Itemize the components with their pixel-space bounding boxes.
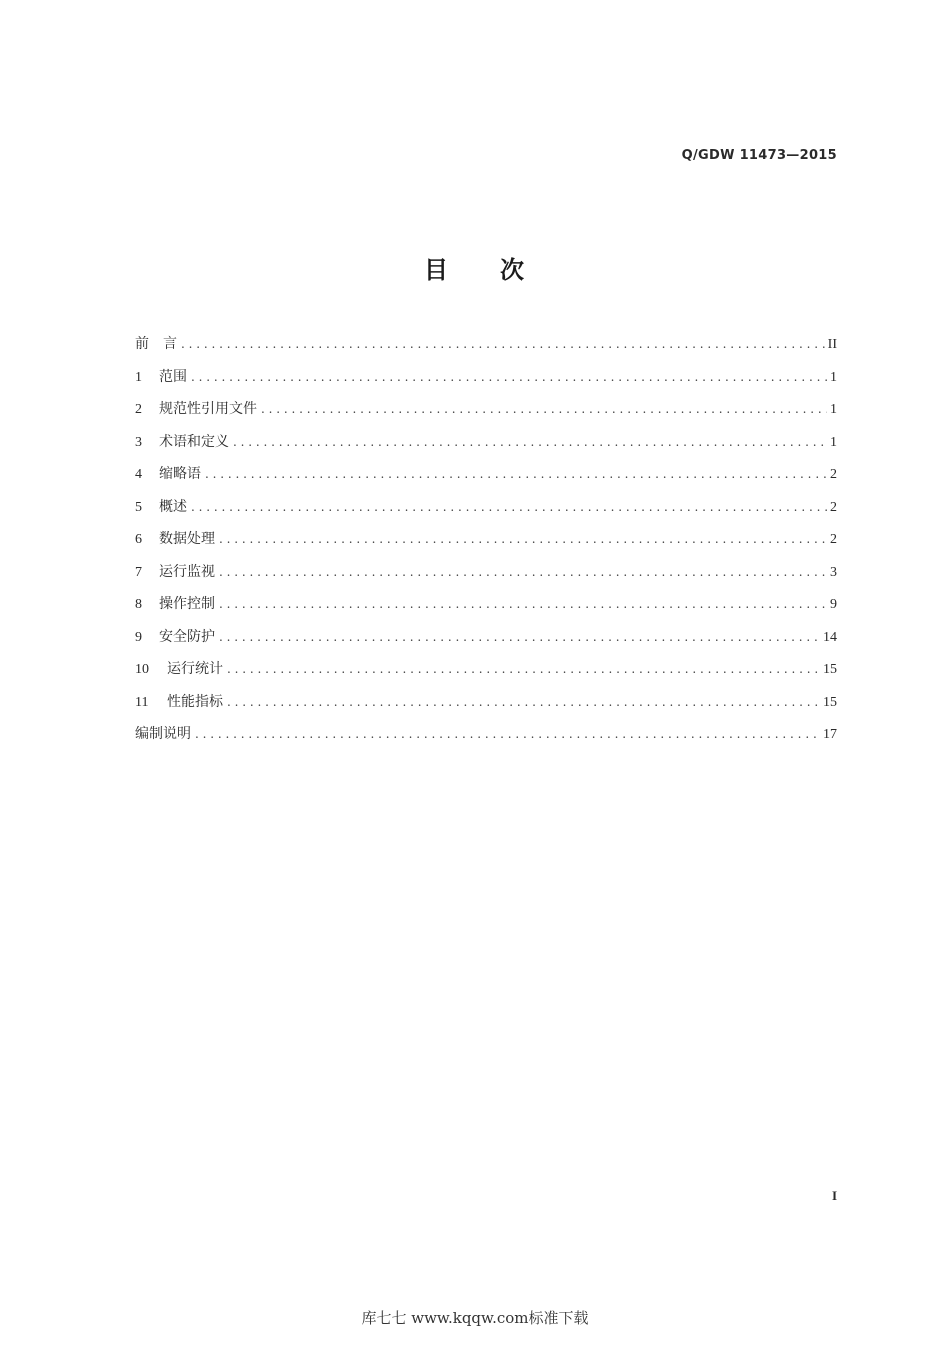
toc-entry-7[interactable] — [135, 558, 837, 591]
toc-leader-dots — [233, 428, 827, 456]
table-of-contents — [135, 330, 837, 753]
toc-page-number: 15 — [823, 662, 837, 677]
toc-entry-number: 8 — [135, 597, 142, 612]
toc-entry-5[interactable] — [135, 493, 837, 526]
toc-entry-foreword[interactable] — [135, 330, 837, 363]
toc-entry-number: 3 — [135, 434, 142, 450]
toc-entry-title: 术语和定义 — [159, 433, 229, 450]
toc-entry-title: 概述 — [159, 498, 187, 515]
toc-page-number: 14 — [823, 629, 837, 645]
toc-entry-number: 10 — [135, 662, 149, 677]
toc-entry-title: 前 言 — [135, 336, 177, 352]
toc-entry-number: 5 — [135, 499, 142, 515]
toc-entry-3[interactable] — [135, 428, 837, 461]
toc-entry-number: 2 — [135, 402, 142, 417]
toc-leader-dots — [219, 558, 827, 586]
toc-entry-title: 编制说明 — [135, 726, 191, 742]
toc-leader-dots — [191, 363, 827, 391]
toc-page-number: 1 — [830, 434, 837, 450]
page-number: I — [831, 1188, 837, 1203]
toc-page-number: 2 — [830, 499, 837, 515]
toc-page-number: 9 — [830, 597, 837, 612]
page-title-char-2: 次 — [500, 256, 526, 284]
toc-entry-8[interactable] — [135, 590, 837, 623]
toc-leader-dots — [219, 525, 827, 553]
toc-entry-title: 性能指标 — [167, 693, 223, 710]
toc-entry-title: 操作控制 — [159, 596, 215, 612]
toc-entry-number: 7 — [135, 564, 142, 580]
page-title-char-1: 目 — [424, 256, 450, 284]
toc-page-number: II — [827, 337, 837, 352]
toc-entry-compilation-notes[interactable] — [135, 720, 837, 753]
toc-entry-title: 缩略语 — [159, 466, 201, 482]
toc-entry-title: 规范性引用文件 — [159, 401, 257, 417]
toc-entry-number: 11 — [135, 694, 149, 710]
toc-entry-11[interactable] — [135, 688, 837, 721]
toc-entry-title: 运行监视 — [159, 563, 215, 580]
toc-leader-dots — [219, 623, 820, 651]
toc-entry-9[interactable] — [135, 623, 837, 656]
toc-page-number: 15 — [823, 694, 837, 710]
toc-entry-number: 1 — [135, 369, 142, 385]
toc-page-number: 1 — [830, 402, 837, 417]
toc-leader-dots — [219, 590, 827, 618]
toc-leader-dots — [205, 460, 827, 488]
toc-page-number: 3 — [830, 564, 837, 580]
toc-leader-dots — [195, 720, 820, 748]
toc-page-number: 2 — [830, 532, 837, 547]
toc-entry-6[interactable] — [135, 525, 837, 558]
toc-entry-title: 安全防护 — [159, 628, 215, 645]
toc-entry-number: 4 — [135, 467, 142, 482]
page-title — [0, 250, 950, 285]
toc-entry-4[interactable] — [135, 460, 837, 493]
toc-leader-dots — [181, 330, 825, 358]
toc-entry-2[interactable] — [135, 395, 837, 428]
toc-page-number: 17 — [823, 727, 837, 742]
toc-entry-1[interactable] — [135, 363, 837, 396]
toc-entry-10[interactable] — [135, 655, 837, 688]
toc-page-number: 2 — [830, 467, 837, 482]
toc-leader-dots — [227, 688, 820, 716]
toc-page-number: 1 — [830, 369, 837, 385]
toc-leader-dots — [227, 655, 820, 683]
toc-entry-title: 运行统计 — [167, 661, 223, 677]
toc-entry-title: 数据处理 — [159, 531, 215, 547]
toc-entry-title: 范围 — [159, 368, 187, 385]
footer-watermark: 库七七 www.kqqw.com标准下载 — [361, 1309, 589, 1327]
toc-entry-number: 6 — [135, 532, 142, 547]
toc-leader-dots — [191, 493, 827, 521]
toc-entry-number: 9 — [135, 629, 142, 645]
toc-leader-dots — [261, 395, 827, 423]
standard-code: Q/GDW 11473—2015 — [681, 148, 837, 163]
